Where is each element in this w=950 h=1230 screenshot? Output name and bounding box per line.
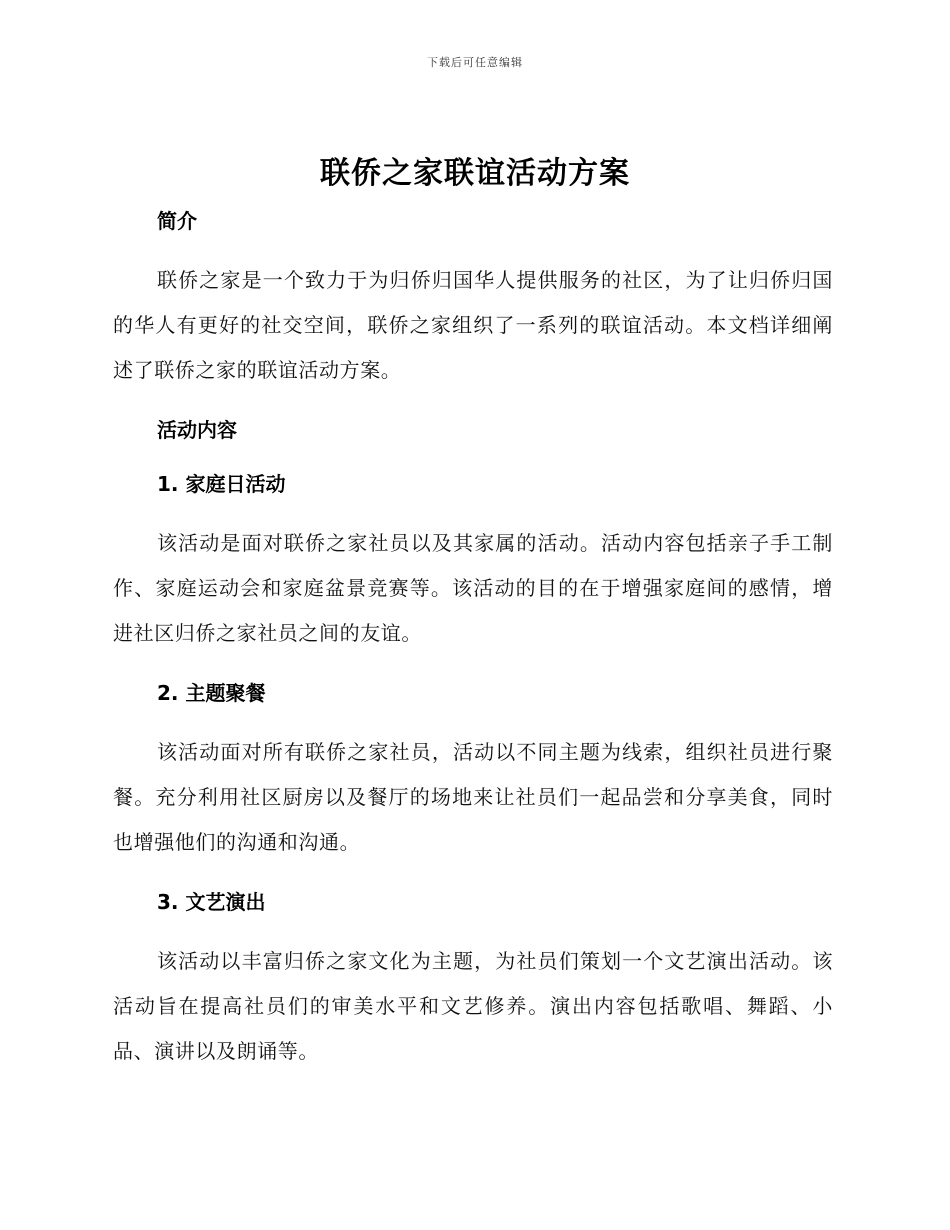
section-paragraph-intro: 联侨之家是一个致力于为归侨归国华人提供服务的社区，为了让归侨归国的华人有更好的社交空间，联侨之家组织了一系列的联谊活动。本文档详细阐述了联侨之家的联谊活动方案。: [113, 268, 833, 382]
section-paragraph-family-day: 该活动是面对联侨之家社员以及其家属的活动。活动内容包括亲子手工制作、家庭运动会和家庭盆景竞赛等。该活动的目的在于增强家庭间的感情，增进社区归侨之家社员之间的友谊。: [113, 531, 833, 645]
section-paragraph-theme-dinner: 该活动面对所有联侨之家社员，活动以不同主题为线索，组织社员进行聚餐。充分利用社区厨房以及餐厅的场地来让社员们一起品尝和分享美食，同时也增强他们的沟通和沟通。: [113, 740, 833, 854]
section-heading-theme-dinner: 2. 主题聚餐: [157, 681, 266, 705]
document-title: 联侨之家联谊活动方案: [320, 156, 630, 191]
section-heading-family-day: 1. 家庭日活动: [157, 472, 286, 496]
section-heading-intro: 简介: [157, 209, 197, 233]
header-note: 下载后可任意编辑: [427, 56, 523, 69]
document-body: [113, 204, 833, 1074]
section-heading-activities: 活动内容: [157, 418, 237, 442]
section-heading-performance: 3. 文艺演出: [157, 890, 266, 914]
section-paragraph-performance: 该活动以丰富归侨之家文化为主题，为社员们策划一个文艺演出活动。该活动旨在提高社员们的审美水平和文艺修养。演出内容包括歌唱、舞蹈、小品、演讲以及朗诵等。: [113, 949, 833, 1063]
